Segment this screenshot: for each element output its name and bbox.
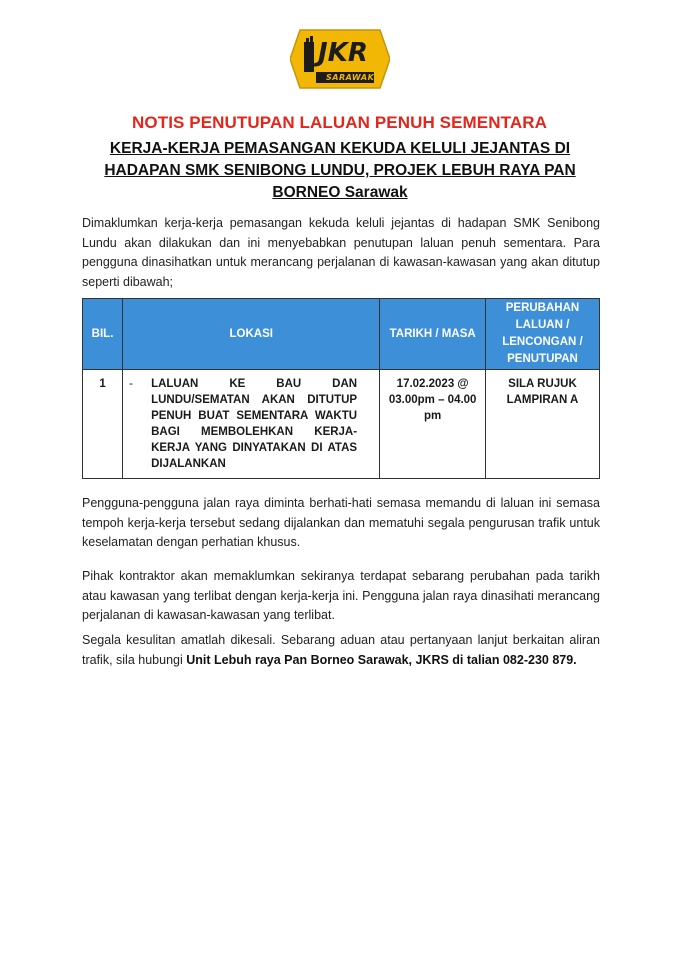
logo-subtext: SARAWAK bbox=[326, 73, 375, 82]
cell-bil: 1 bbox=[83, 370, 123, 479]
table-header-row bbox=[83, 299, 600, 370]
table-row bbox=[83, 370, 600, 479]
caution-paragraph: Pengguna-pengguna jalan raya diminta berhati-hati semasa memandu di laluan ini semasa tempoh kerja-kerja tersebut sedang dijalankan dan mematuhi segala pengurusan trafik untuk keselamatan dengan perhatian khusus. bbox=[82, 496, 600, 549]
cell-tarikh: 17.02.2023 @ 03.00pm – 04.00 pm bbox=[380, 370, 486, 479]
contact-details: Unit Lebuh raya Pan Borneo Sarawak, JKRS di talian 082-230 879. bbox=[186, 652, 577, 667]
header-bil: BIL. bbox=[83, 299, 123, 370]
cell-dash: - bbox=[129, 378, 133, 390]
notice-title: NOTIS PENUTUPAN LALUAN PENUH SEMENTARA bbox=[132, 113, 547, 132]
header-lokasi: LOKASI bbox=[123, 299, 380, 370]
cell-perubahan: SILA RUJUK LAMPIRAN A bbox=[485, 370, 599, 479]
contractor-paragraph: Pihak kontraktor akan memaklumkan sekiranya terdapat sebarang perubahan pada tarikh atau kawasan yang terlibat dengan kerja-kerja ini. Pengguna jalan raya dinasihati merancang perjalanan di kawasan-kawasan yang terlibat. bbox=[82, 569, 600, 622]
cell-lokasi-text: LALUAN KE BAU DAN LUNDU/SEMATAN AKAN DITUTUP PENUH BUAT SEMENTARA WAKTU BAGI MEMBOLEHKAN KERJA-KERJA YANG DINYATAKAN DI ATAS DIJALANKAN bbox=[151, 378, 358, 470]
contact-text: Segala kesulitan amatlah dikesali. Sebarang aduan atau pertanyaan lanjut berkaitan aliran trafik, sila hubungi bbox=[82, 633, 600, 667]
notice-subtitle: KERJA-KERJA PEMASANGAN KEKUDA KELULI JEJANTAS DI HADAPAN SMK SENIBONG LUNDU, PROJEK LEBUH RAYA PAN BORNEO Sarawak bbox=[104, 140, 576, 201]
header-tarikh: TARIKH / MASA bbox=[380, 299, 486, 370]
intro-paragraph: Dimaklumkan kerja-kerja pemasangan kekuda keluli jejantas di hadapan SMK Senibong Lundu akan dilakukan dan ini menyebabkan penutupan laluan penuh sementara. Para pengguna dinasihatkan untuk merancang perjalanan di kawasan-kawasan yang akan ditutup seperti dibawah; bbox=[82, 216, 600, 289]
header-perubahan: PERUBAHAN LALUAN / LENCONGAN / PENUTUPAN bbox=[485, 299, 599, 370]
closure-table bbox=[82, 298, 600, 479]
jkr-sarawak-logo bbox=[290, 28, 390, 90]
cell-lokasi bbox=[123, 370, 380, 479]
contact-paragraph bbox=[82, 631, 600, 670]
logo-text: JKR bbox=[318, 38, 368, 68]
